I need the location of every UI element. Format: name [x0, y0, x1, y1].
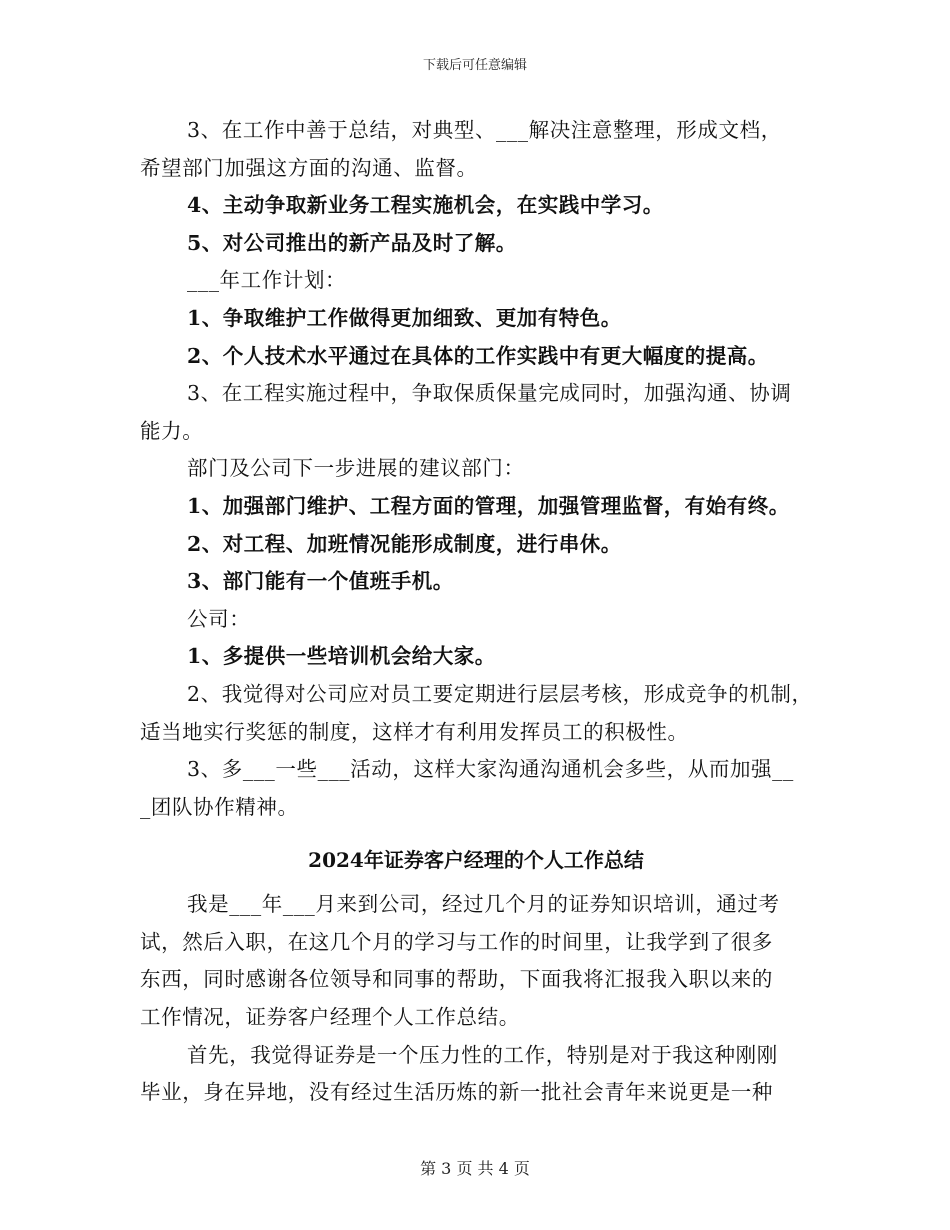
page-number-footer: 第 3 页 共 4 页 — [420, 1159, 530, 1178]
company-item3-line1: 3、多___一些___活动，这样大家沟通沟通机会多些，从而加强__ — [187, 757, 794, 782]
section1-item3-line1: 3、在工作中善于总结，对典型、___解决注意整理，形成文档， — [187, 118, 782, 142]
article-p1-line1: 我是___年___月来到公司，经过几个月的证券知识培训，通过考 — [187, 892, 780, 917]
plan-heading: ___年工作计划： — [187, 268, 347, 293]
suggestions-item1: 1、加强部门维护、工程方面的管理，加强管理监督，有始有终。 — [187, 493, 790, 518]
page-header-note: 下载后可任意编辑 — [422, 58, 527, 73]
section1-item3-line2: 希望部门加强这方面的沟通、监督。 — [140, 155, 478, 180]
plan-item3-line1: 3、在工程实施过程中，争取保质保量完成同时，加强沟通、协调 — [187, 381, 792, 406]
company-heading: 公司： — [187, 606, 251, 631]
suggestions-item2: 2、对工程、加班情况能形成制度，进行串休。 — [187, 531, 622, 556]
article-p2-line2: 毕业，身在异地，没有经过生活历炼的新一批社会青年来说更是一种 — [140, 1080, 773, 1105]
section1-item5: 5、对公司推出的新产品及时了解。 — [187, 230, 517, 255]
suggestions-heading: 部门及公司下一步进展的建议部门： — [187, 456, 525, 481]
plan-item1: 1、争取维护工作做得更加细致、更加有特色。 — [187, 305, 622, 330]
section1-item4: 4、主动争取新业务工程实施机会，在实践中学习。 — [187, 193, 664, 218]
plan-item3-line2: 能力。 — [140, 418, 204, 443]
company-item2-line1: 2、我觉得对公司应对员工要定期进行层层考核，形成竞争的机制， — [187, 681, 813, 706]
article-p1-line4: 工作情况，证券客户经理个人工作总结。 — [140, 1005, 520, 1030]
article-title: 2024年证券客户经理的个人工作总结 — [308, 848, 644, 873]
company-item2-line2: 适当地实行奖惩的制度，这样才有利用发挥员工的积极性。 — [140, 719, 689, 744]
company-item1: 1、多提供一些培训机会给大家。 — [187, 644, 496, 669]
company-item3-line2: _团队协作精神。 — [140, 794, 299, 819]
document-body — [140, 112, 812, 1112]
suggestions-item3: 3、部门能有一个值班手机。 — [187, 569, 454, 594]
article-p1-line3: 东西，同时感谢各位领导和同事的帮助，下面我将汇报我入职以来的 — [140, 967, 773, 992]
article-p1-line2: 试，然后入职，在这几个月的学习与工作的时间里，让我学到了很多 — [140, 929, 773, 954]
plan-item2: 2、个人技术水平通过在具体的工作实践中有更大幅度的提高。 — [187, 343, 769, 368]
article-p2-line1: 首先，我觉得证券是一个压力性的工作，特别是对于我这种刚刚 — [187, 1042, 778, 1067]
